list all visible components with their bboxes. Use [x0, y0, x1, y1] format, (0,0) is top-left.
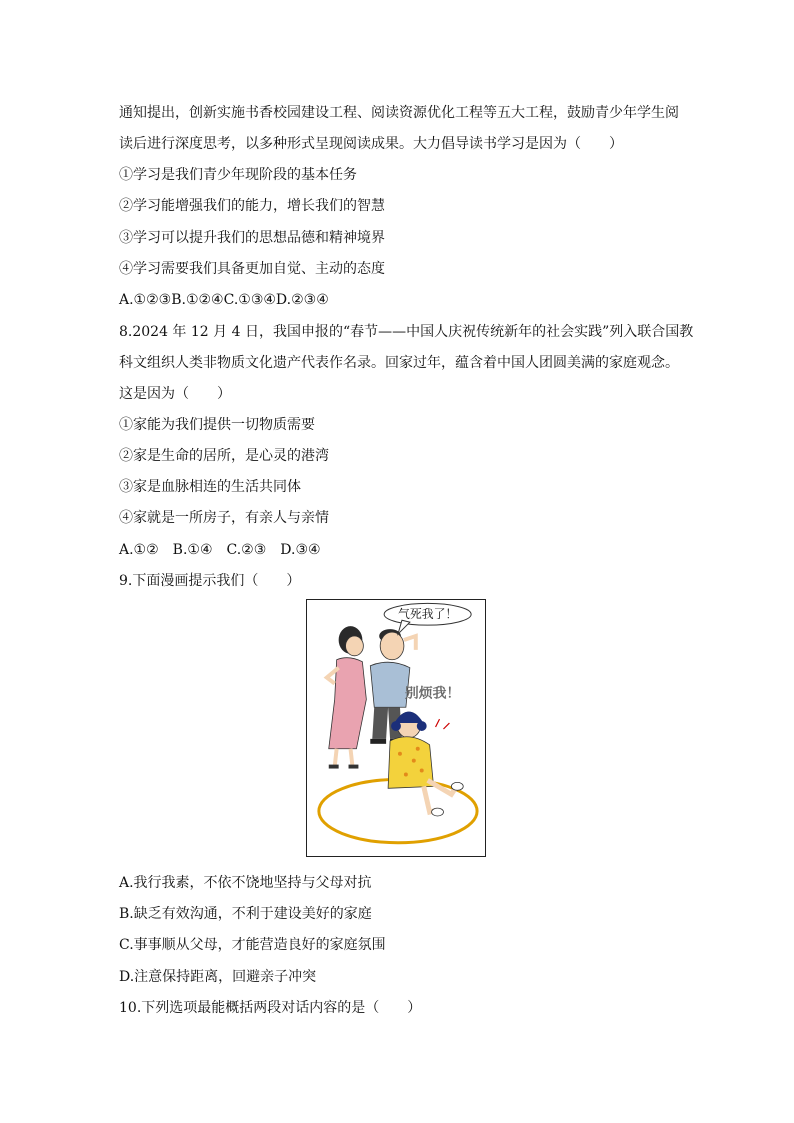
q7-option-3: ③学习可以提升我们的思想品德和精神境界	[119, 230, 385, 246]
family-conflict-comic	[306, 599, 486, 857]
q7-stem-line-2: 读后进行深度思考，以多种形式呈现阅读成果。大力倡导读书学习是因为（ ）	[119, 136, 623, 152]
q9-option-a: A.我行我素，不依不饶地坚持与父母对抗	[119, 875, 372, 891]
speech-text: 气死我了！	[397, 607, 458, 622]
q7-answer-choices: A.①②③B.①②④C.①③④D.②③④	[119, 292, 329, 308]
q8-option-2: ②家是生命的居所，是心灵的港湾	[119, 448, 329, 464]
comic-caption: 别烦我！	[404, 685, 461, 702]
q8-stem-line-2: 科文组织人类非物质文化遗产代表作名录。回家过年，蕴含着中国人团圆美满的家庭观念。	[119, 355, 679, 371]
q9-option-c: C.事事顺从父母，才能营造良好的家庭氛围	[119, 937, 386, 953]
q8-option-3: ③家是血脉相连的生活共同体	[119, 479, 301, 495]
q8-answer-choices: A.①② B.①④ C.②③ D.③④	[119, 542, 321, 558]
q7-option-2: ②学习能增强我们的能力，增长我们的智慧	[119, 198, 385, 214]
mother-figure	[327, 626, 367, 768]
speech-bubble	[384, 603, 471, 634]
q7-option-1: ①学习是我们青少年现阶段的基本任务	[119, 167, 357, 183]
q8-option-4: ④家就是一所房子，有亲人与亲情	[119, 510, 329, 526]
q9-option-b: B.缺乏有效沟通，不利于建设美好的家庭	[119, 906, 372, 922]
q8-option-1: ①家能为我们提供一切物质需要	[119, 417, 315, 433]
q9-stem: 9.下面漫画提示我们（ ）	[119, 573, 301, 589]
daughter-figure	[388, 712, 463, 816]
q9-option-d: D.注意保持距离，回避亲子冲突	[119, 969, 317, 985]
q8-stem-line-1: 8.2024 年 12 月 4 日，我国申报的“春节——中国人庆祝传统新年的社会实践”列入联合国教	[119, 324, 694, 340]
q7-option-4: ④学习需要我们具备更加自觉、主动的态度	[119, 261, 385, 277]
q10-stem: 10.下列选项最能概括两段对话内容的是（ ）	[119, 1000, 422, 1016]
q7-stem-line-1: 通知提出，创新实施书香校园建设工程、阅读资源优化工程等五大工程，鼓励青少年学生阅	[119, 105, 679, 121]
q8-stem-line-3: 这是因为（ ）	[119, 386, 231, 402]
